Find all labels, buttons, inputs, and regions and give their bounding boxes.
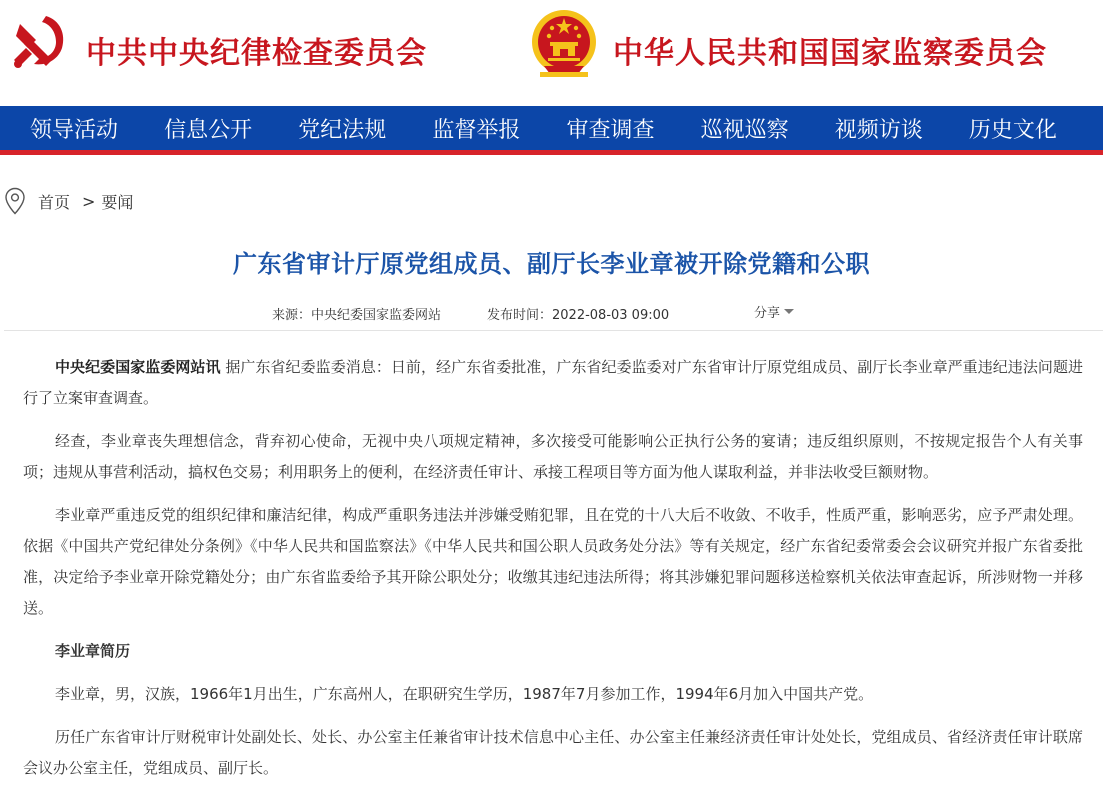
article-paragraph-2: 经查，李业章丧失理想信念，背弃初心使命，无视中央八项规定精神，多次接受可能影响公正执行公务的宴请；违反组织原则，不按规定报告个人有关事项；违规从事营利活动，搞权色交易；利用职务上的便利，在经济责任审计、承接工程项目等方面为他人谋取利益，并非法收受巨额财物。 — [23, 432, 1083, 481]
nav-item-leadership[interactable]: 领导活动 — [30, 117, 119, 143]
article-source: 来源：中央纪委国家监委网站 — [272, 308, 442, 323]
party-emblem-icon[interactable] — [6, 8, 70, 72]
nav-red-underline — [0, 150, 1103, 155]
nav-item-disclosure[interactable]: 信息公开 — [164, 117, 253, 143]
site-header — [0, 0, 1103, 106]
article-paragraph-lead — [23, 352, 1083, 414]
nav-item-investigation[interactable]: 审查调查 — [566, 117, 655, 143]
article-paragraph-3: 李业章严重违反党的组织纪律和廉洁纪律，构成严重职务违法并涉嫌受贿犯罪，且在党的十八大后不收敛、不收手，性质严重，影响恶劣，应予严肃处理。依据《中国共产党纪律处分条例》《中华人民共和国监察法》《中华人民共和国公职人员政务处分法》等有关规定，经广东省纪委常委会会议研究并报广东省委批准，决定给予李业章开除党籍处分；由广东省监委给予其开除公职处分；收缴其违纪违法所得；将其涉嫌犯罪问题移送检察机关依法审查起诉，所涉财物一并移送。 — [23, 506, 1083, 617]
site-title-nsc[interactable]: 中华人民共和国国家监察委员会 — [613, 36, 1047, 71]
nav-item-video[interactable]: 视频访谈 — [834, 117, 923, 143]
article-body — [23, 352, 1083, 796]
lead-source-tag: 中央纪委国家监委网站讯 — [55, 358, 221, 376]
site-title-ccdi[interactable]: 中共中央纪律检查委员会 — [86, 36, 427, 71]
paragraph-1-text: 据广东省纪委监委消息：日前，经广东省委批准，广东省纪委监委对广东省审计厅原党组成员、副厅长李业章严重违纪违法问题进行了立案审查调查。 — [23, 358, 1083, 407]
article-title: 广东省审计厅原党组成员、副厅长李业章被开除党籍和公职 — [233, 250, 870, 278]
breadcrumb — [4, 186, 133, 216]
breadcrumb-current[interactable]: 要闻 — [101, 192, 134, 212]
resume-heading: 李业章简历 — [55, 642, 131, 660]
article-paragraph-5: 历任广东省审计厅财税审计处副处长、处长、办公室主任兼省审计技术信息中心主任、办公室主任兼经济责任审计处处长，党组成员、省经济责任审计联席会议办公室主任，党组成员、副厅长。 — [23, 728, 1083, 777]
chevron-down-icon — [784, 309, 794, 314]
article-publish-time: 发布时间：2022-08-03 09:00 — [487, 308, 670, 323]
nav-item-regulations[interactable]: 党纪法规 — [298, 117, 387, 143]
nav-item-reporting[interactable]: 监督举报 — [432, 117, 521, 143]
main-nav — [0, 106, 1103, 150]
meta-divider — [4, 330, 1103, 331]
breadcrumb-separator: > — [82, 191, 96, 211]
location-pin-icon — [4, 187, 26, 215]
nav-item-history[interactable]: 历史文化 — [968, 117, 1057, 143]
national-emblem-icon[interactable] — [530, 8, 598, 80]
breadcrumb-home-link[interactable]: 首页 — [38, 192, 71, 212]
share-button[interactable] — [754, 302, 794, 321]
share-label: 分享 — [754, 306, 781, 321]
nav-item-inspection[interactable]: 巡视巡察 — [700, 117, 789, 143]
article-paragraph-4: 李业章，男，汉族，1966年1月出生，广东高州人，在职研究生学历，1987年7月参加工作，1994年6月加入中国共产党。 — [55, 685, 874, 703]
